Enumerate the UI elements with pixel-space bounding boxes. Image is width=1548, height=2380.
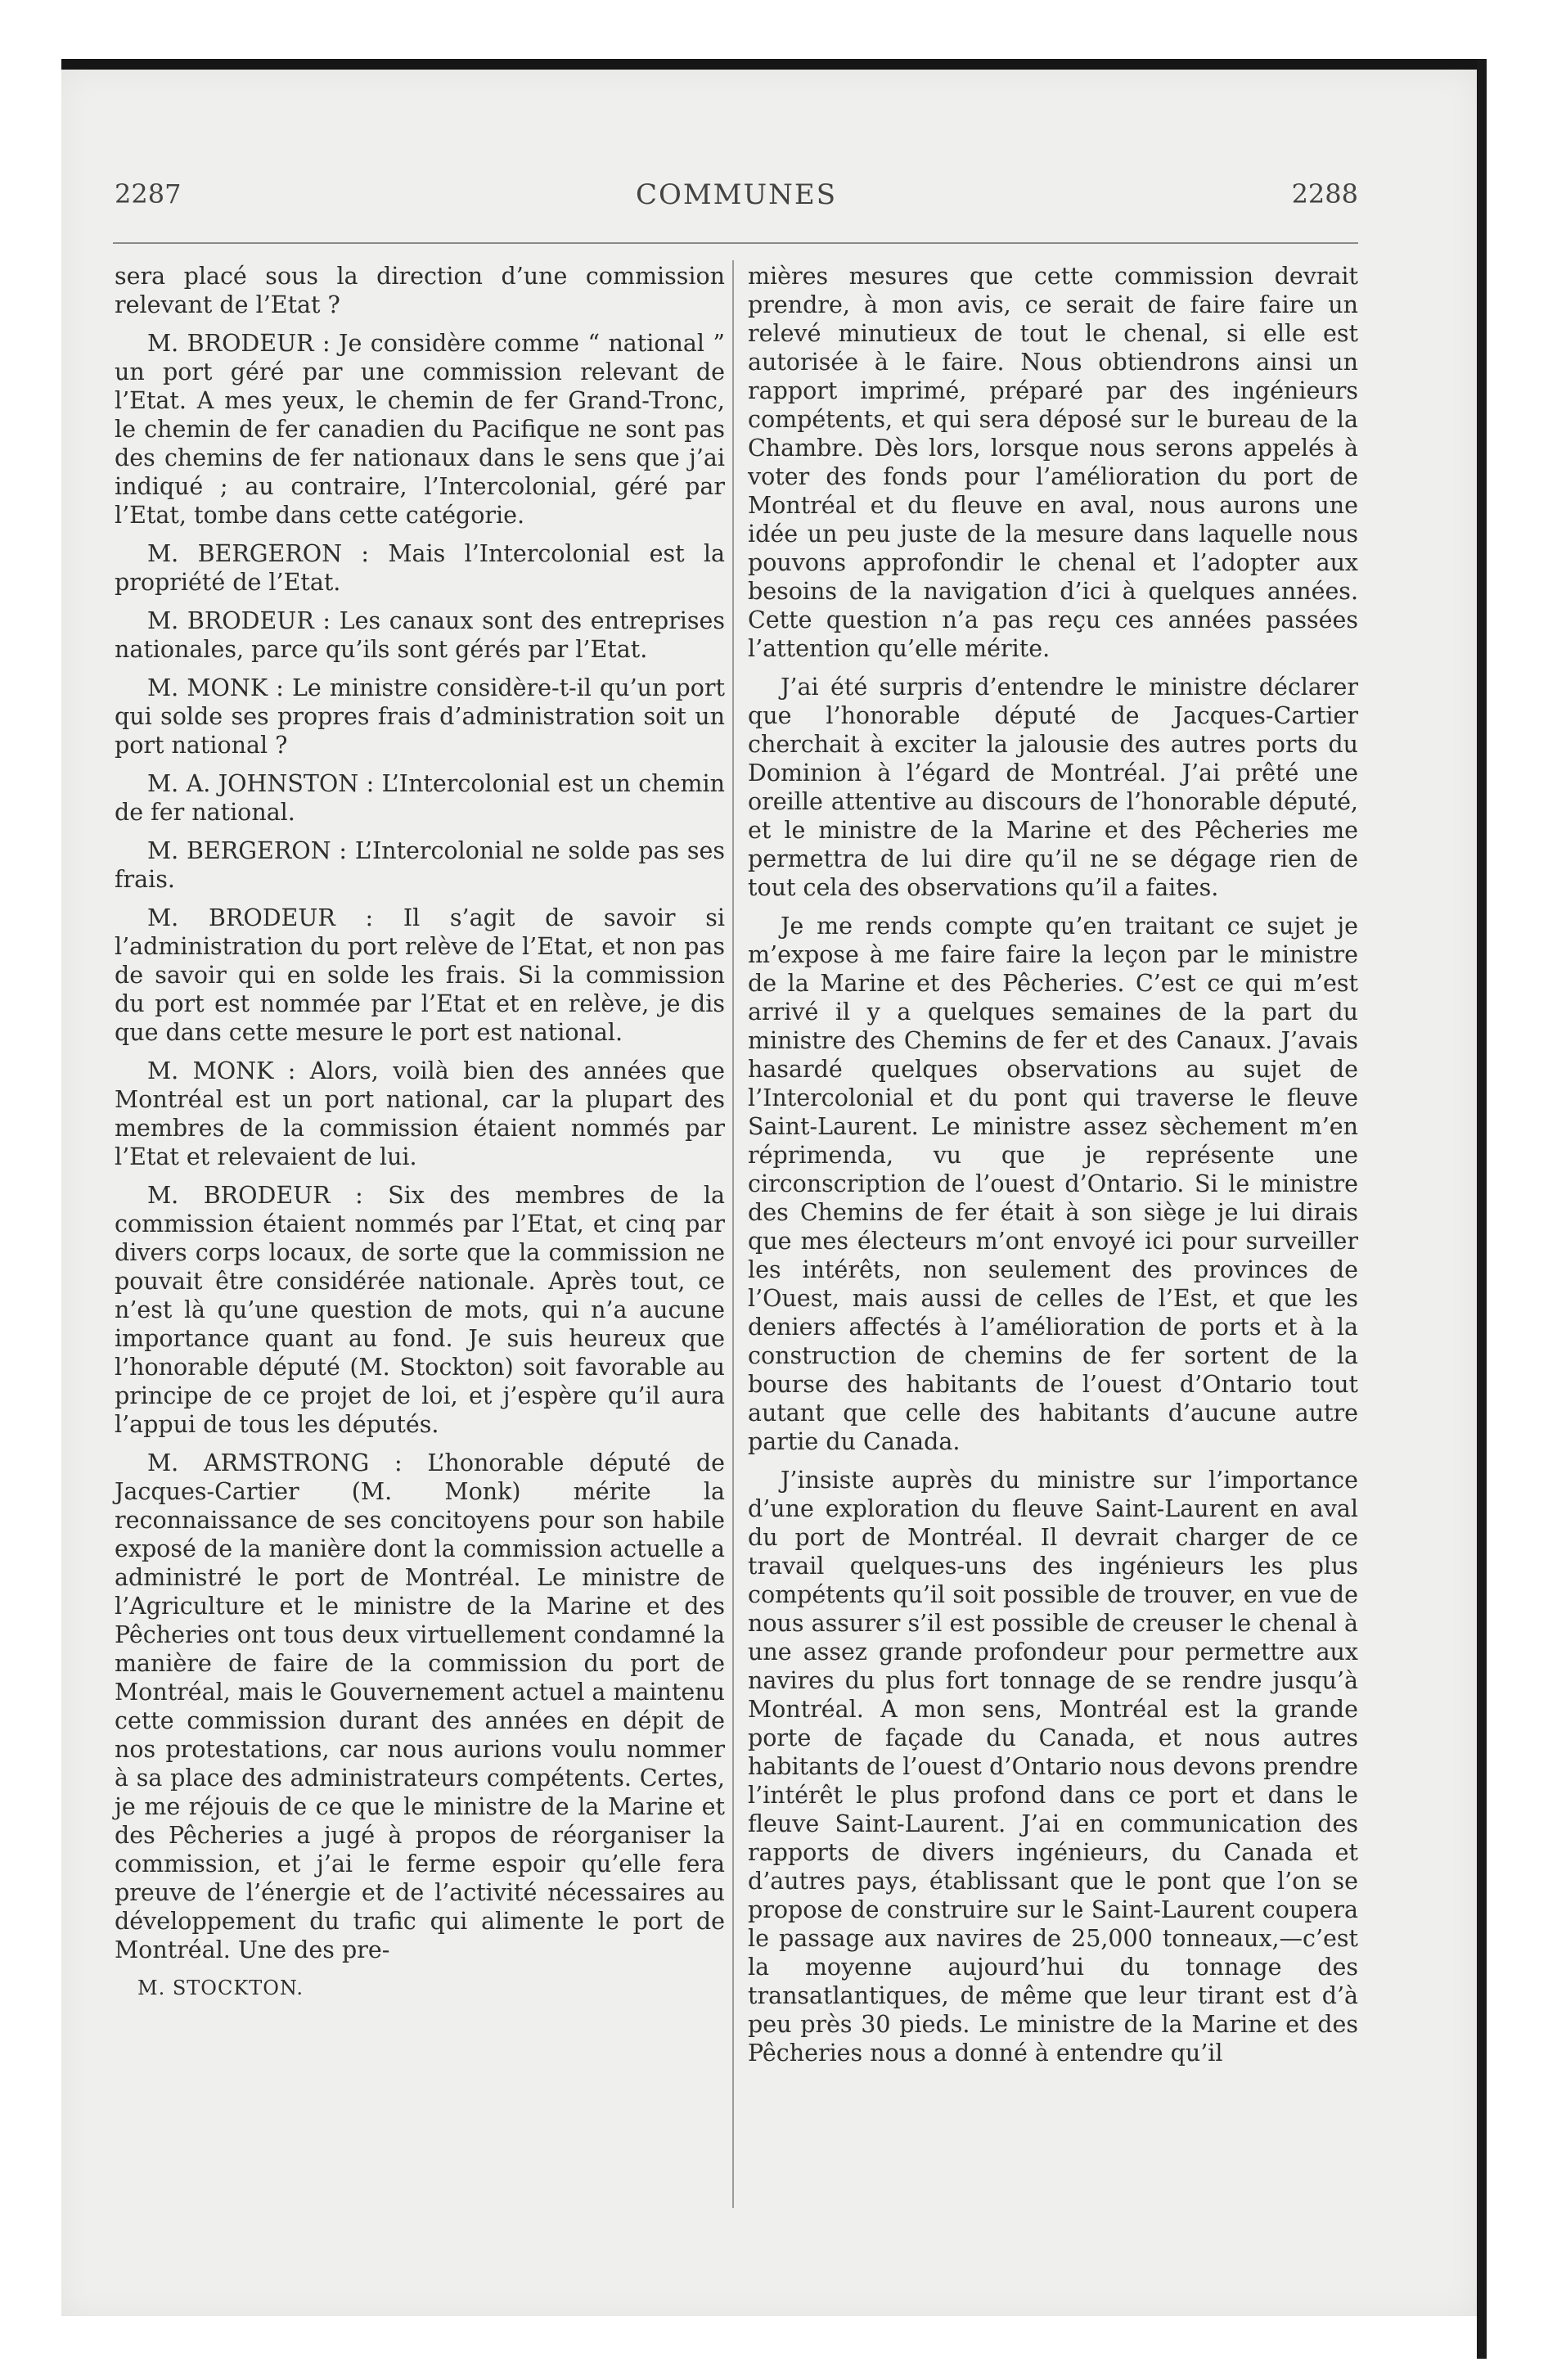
paragraph: mières mesures que cette commission devrait prendre, à mon avis, ce serait de faire faire un relevé minutieux de tout le chenal, si elle est autorisée à le faire. Nous obtiendrons ainsi un rapport imprimé, préparé par des ingénieurs compétents, et qui sera déposé sur le bureau de la Chambre. Dès lors, lorsque nous serons appelés à voter des fonds pour l’amélioration du port de Montréal et du fleuve en aval, nous aurons une idée un peu juste de la mesure dans laquelle nous pouvons approfondir le chenal et l’adopter aux besoins de la navigation d’ici à quelques années. Cette question n’a pas reçu ces années passées l’attention qu’elle mérite.: [748, 263, 1358, 662]
left-column: [115, 262, 725, 2013]
column-divider: [732, 260, 734, 2208]
scan-border-top: [61, 59, 1487, 70]
speaker-signature: M. STOCKTON.: [137, 1977, 304, 1999]
paragraph: J’insiste auprès du ministre sur l’importance d’une exploration du fleuve Saint-Laurent en aval du port de Montréal. Il devrait charger de ce travail quelques-uns des ingénieurs les plus compétents qu’il soit possible de trouver, en vue de nous assurer s’il est possible de creuser le chenal à une assez grande profondeur pour permettre aux navires du plus fort tonnage de se rendre jusqu’à Montréal. A mon sens, Montréal est la grande porte de façade du Canada, et nous autres habitants de l’ouest d’Ontario nous devons prendre l’intérêt le plus profond dans ce port et dans le fleuve Saint-Laurent. J’ai en communication des rapports de divers ingénieurs, du Canada et d’autres pays, établissant que le pont que l’on se propose de construire sur le Saint-Laurent coupera le passage aux navires de 25,000 tonneaux,—c’est la moyenne aujourd’hui du tonnage des transatlantiques, de même que leur tirant est d’à peu près 30 pieds. Le ministre de la Marine et des Pêcheries nous a donné à entendre qu’il: [748, 1467, 1358, 2067]
paragraph: M. BRODEUR : Il s’agit de savoir si l’administration du port relève de l’Etat, et non pas de savoir qui en solde les frais. Si la commission du port est nommée par l’Etat et en relève, je dis que dans cette mesure le port est national.: [115, 904, 725, 1046]
paragraph: M. BERGERON : Mais l’Intercolonial est la propriété de l’Etat.: [115, 540, 725, 596]
page-number-right: 2288: [1291, 178, 1358, 210]
paragraph: M. MONK : Alors, voilà bien des années que Montréal est un port national, car la plupart des membres de la commission étaient nommés par l’Etat et relevaient de lui.: [115, 1057, 725, 1170]
header-rule: [113, 242, 1358, 244]
scan-border-right: [1477, 59, 1487, 2359]
paragraph: M. ARMSTRONG : L’honorable député de Jacques-Cartier (M. Monk) mérite la reconnaissance de ses concitoyens pour son habile exposé de la manière dont la commission actuelle a administré le port de Montréal. Le ministre de l’Agriculture et le ministre de la Marine et des Pêcheries ont tous deux virtuellement condamné la manière de faire de la commission du port de Montréal, mais le Gouvernement actuel a maintenu cette commission durant des années en dépit de nos protestations, car nous aurions voulu nommer à sa place des administrateurs compétents. Certes, je me réjouis de ce que le ministre de la Marine et des Pêcheries a jugé à propos de réorganiser la commission, et j’ai le ferme espoir qu’elle fera preuve de l’énergie et de l’activité nécessaires au développement du trafic qui alimente le port de Montréal. Une des pre-: [115, 1449, 725, 1963]
paragraph: M. BRODEUR : Six des membres de la commission étaient nommés par l’Etat, et cinq par divers corps locaux, de sorte que la commission ne pouvait être considérée nationale. Après tout, ce n’est là qu’une question de mots, qui n’a aucune importance quant au fond. Je suis heureux que l’honorable député (M. Stockton) soit favorable au principe de ce projet de loi, et j’espère qu’il aura l’appui de tous les députés.: [115, 1182, 725, 1438]
paragraph: M. MONK : Le ministre considère-t-il qu’un port qui solde ses propres frais d’administration soit un port national ?: [115, 674, 725, 759]
paragraph: M. BRODEUR : Les canaux sont des entreprises nationales, parce qu’ils sont gérés par l’Etat.: [115, 607, 725, 663]
paragraph: M. BERGERON : L’Intercolonial ne solde pas ses frais.: [115, 837, 725, 893]
page-number-left: 2287: [115, 178, 182, 210]
paragraph: Je me rends compte qu’en traitant ce sujet je m’expose à me faire faire la leçon par le ministre de la Marine et des Pêcheries. C’est ce qui m’est arrivé il y a quelques semaines de la part du ministre des Chemins de fer et des Canaux. J’avais hasardé quelques observations au sujet de l’Intercolonial et du pont qui traverse le fleuve Saint-Laurent. Le ministre assez sèchement m’en réprimenda, vu que je représente une circonscription de l’ouest d’Ontario. Si le ministre des Chemins de fer était à son siège je lui dirais que mes électeurs m’ont envoyé ici pour surveiller les intérêts, non seulement des provinces de l’Ouest, mais aussi de celles de l’Est, et que les deniers affectés à l’amélioration de ports et à la construction de chemins de fer sortent de la bourse des habitants de l’ouest d’Ontario tout autant que celle des habitants d’aucune autre partie du Canada.: [748, 913, 1358, 1455]
right-column: [748, 262, 1358, 2077]
page-header: [115, 170, 1358, 219]
paragraph: J’ai été surpris d’entendre le ministre déclarer que l’honorable député de Jacques-Cartier cherchait à exciter la jalousie des autres ports du Dominion à l’égard de Montréal. J’ai prêté une oreille attentive au discours de l’honorable député, et le ministre de la Marine et des Pêcheries me permettra de lui dire qu’il ne se dégage rien de tout cela des observations qu’il a faites.: [748, 674, 1358, 901]
paragraph: M. BRODEUR : Je considère comme “ national ” un port géré par une commission relevant de l’Etat. A mes yeux, le chemin de fer Grand-Tronc, le chemin de fer canadien du Pacifique ne sont pas des chemins de fer nationaux dans le sens que j’ai indiqué ; au contraire, l’Intercolonial, géré par l’Etat, tombe dans cette catégorie.: [115, 330, 725, 529]
paragraph: M. A. JOHNSTON : L’Intercolonial est un chemin de fer national.: [115, 770, 725, 826]
running-title: COMMUNES: [635, 178, 838, 211]
paragraph: sera placé sous la direction d’une commission relevant de l’Etat ?: [115, 263, 725, 318]
